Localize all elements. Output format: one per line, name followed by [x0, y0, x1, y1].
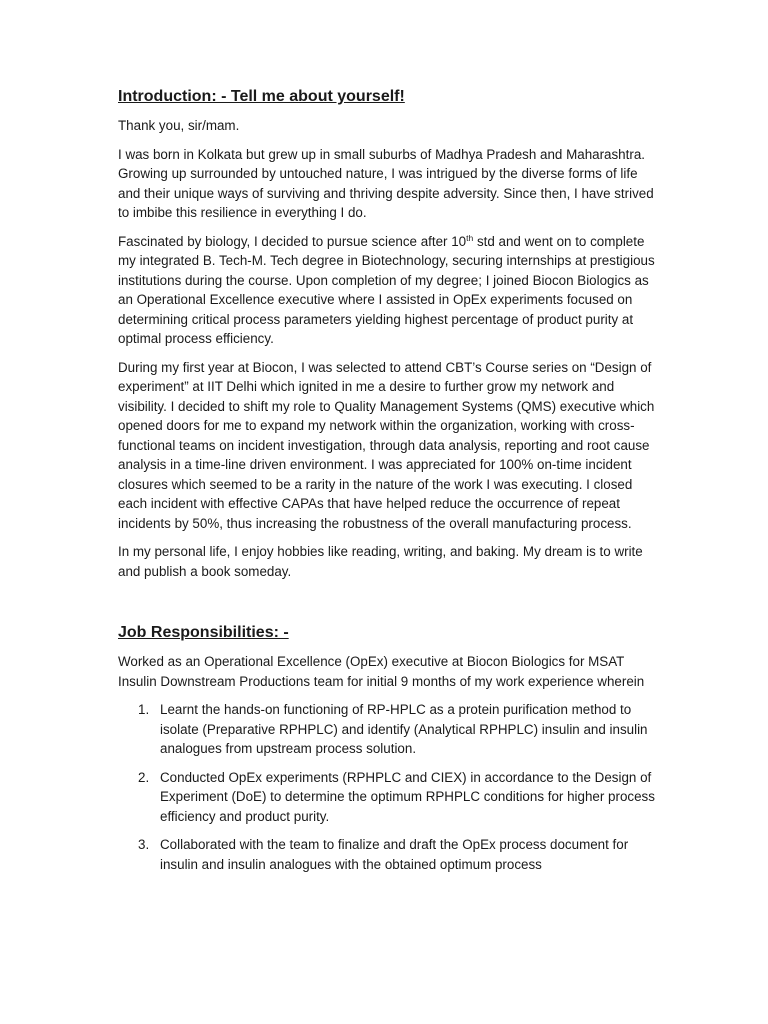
- intro-heading: Introduction: - Tell me about yourself!: [118, 88, 405, 105]
- education-text-after: std and went on to complete my integrated B. Tech-M. Tech degree in Biotechnology, securing internships at prestigious institutions during the course. Upon completion of my degree; I joined Biocon Biologics as an Operational Excellence executive where I assisted in OpEx experiments focused on determining critical process parameters yielding highest percentage of product purity at optimal process efficiency.: [118, 233, 655, 346]
- list-item-number: 3.: [138, 837, 150, 852]
- education-superscript: th: [466, 232, 474, 243]
- list-item-number: 1.: [138, 702, 150, 717]
- list-item-text: Learnt the hands-on functioning of RP-HPLC as a protein purification method to isolate (Preparative RPHPLC) and identify (Analytical RPHPLC) insulin and insulin analogues from upstream process solution.: [160, 702, 648, 756]
- list-item: [118, 835, 658, 874]
- list-item: [118, 700, 658, 759]
- intro-paragraph-background: I was born in Kolkata but grew up in small suburbs of Madhya Pradesh and Maharashtra. Growing up surrounded by untouched nature, I was intrigued by the diverse forms of life and their unique ways of surviving and thriving despite adversity. Since then, I have strived to imbibe this resilience in everything I do.: [118, 146, 654, 220]
- section-spacer: [118, 590, 658, 622]
- intro-paragraph-education: [118, 232, 658, 349]
- responsibilities-list: [118, 700, 658, 874]
- document-page: [118, 86, 658, 883]
- job-heading: Job Responsibilities: -: [118, 624, 289, 641]
- list-item-text: Collaborated with the team to finalize and draft the OpEx process document for insulin and insulin analogues with the obtained optimum process: [160, 837, 629, 872]
- list-item-text: Conducted OpEx experiments (RPHPLC and CIEX) in accordance to the Design of Experiment (DoE) to determine the optimum RPHPLC conditions for higher process efficiency and product purity.: [160, 769, 655, 824]
- education-text-before: Fascinated by biology, I decided to pursue science after 10: [118, 233, 467, 249]
- intro-greeting: Thank you, sir/mam.: [118, 118, 240, 133]
- list-item-number: 2.: [138, 769, 150, 785]
- job-intro-paragraph: Worked as an Operational Excellence (OpEx) executive at Biocon Biologics for MSAT Insulin Downstream Productions team for initial 9 months of my work experience wherein: [118, 654, 645, 689]
- intro-paragraph-personal: In my personal life, I enjoy hobbies like reading, writing, and baking. My dream is to write and publish a book someday.: [118, 544, 643, 579]
- intro-paragraph-career: During my first year at Biocon, I was selected to attend CBT’s Course series on “Design of experiment” at IIT Delhi which ignited in me a desire to further grow my network and visibility. I decided to shift my role to Quality Management Systems (QMS) executive which opened doors for me to expand my network within the organization, working with cross-functional teams on incident investigation, through data analysis, reporting and root cause analysis in a time-line driven environment. I was appreciated for 100% on-time incident closures which seemed to be a rarity in the nature of the work I was executing. I closed each incident with effective CAPAs that have helped reduce the occurrence of repeat incidents by 50%, thus increasing the robustness of the overall manufacturing process.: [118, 359, 655, 531]
- list-item: [118, 768, 658, 827]
